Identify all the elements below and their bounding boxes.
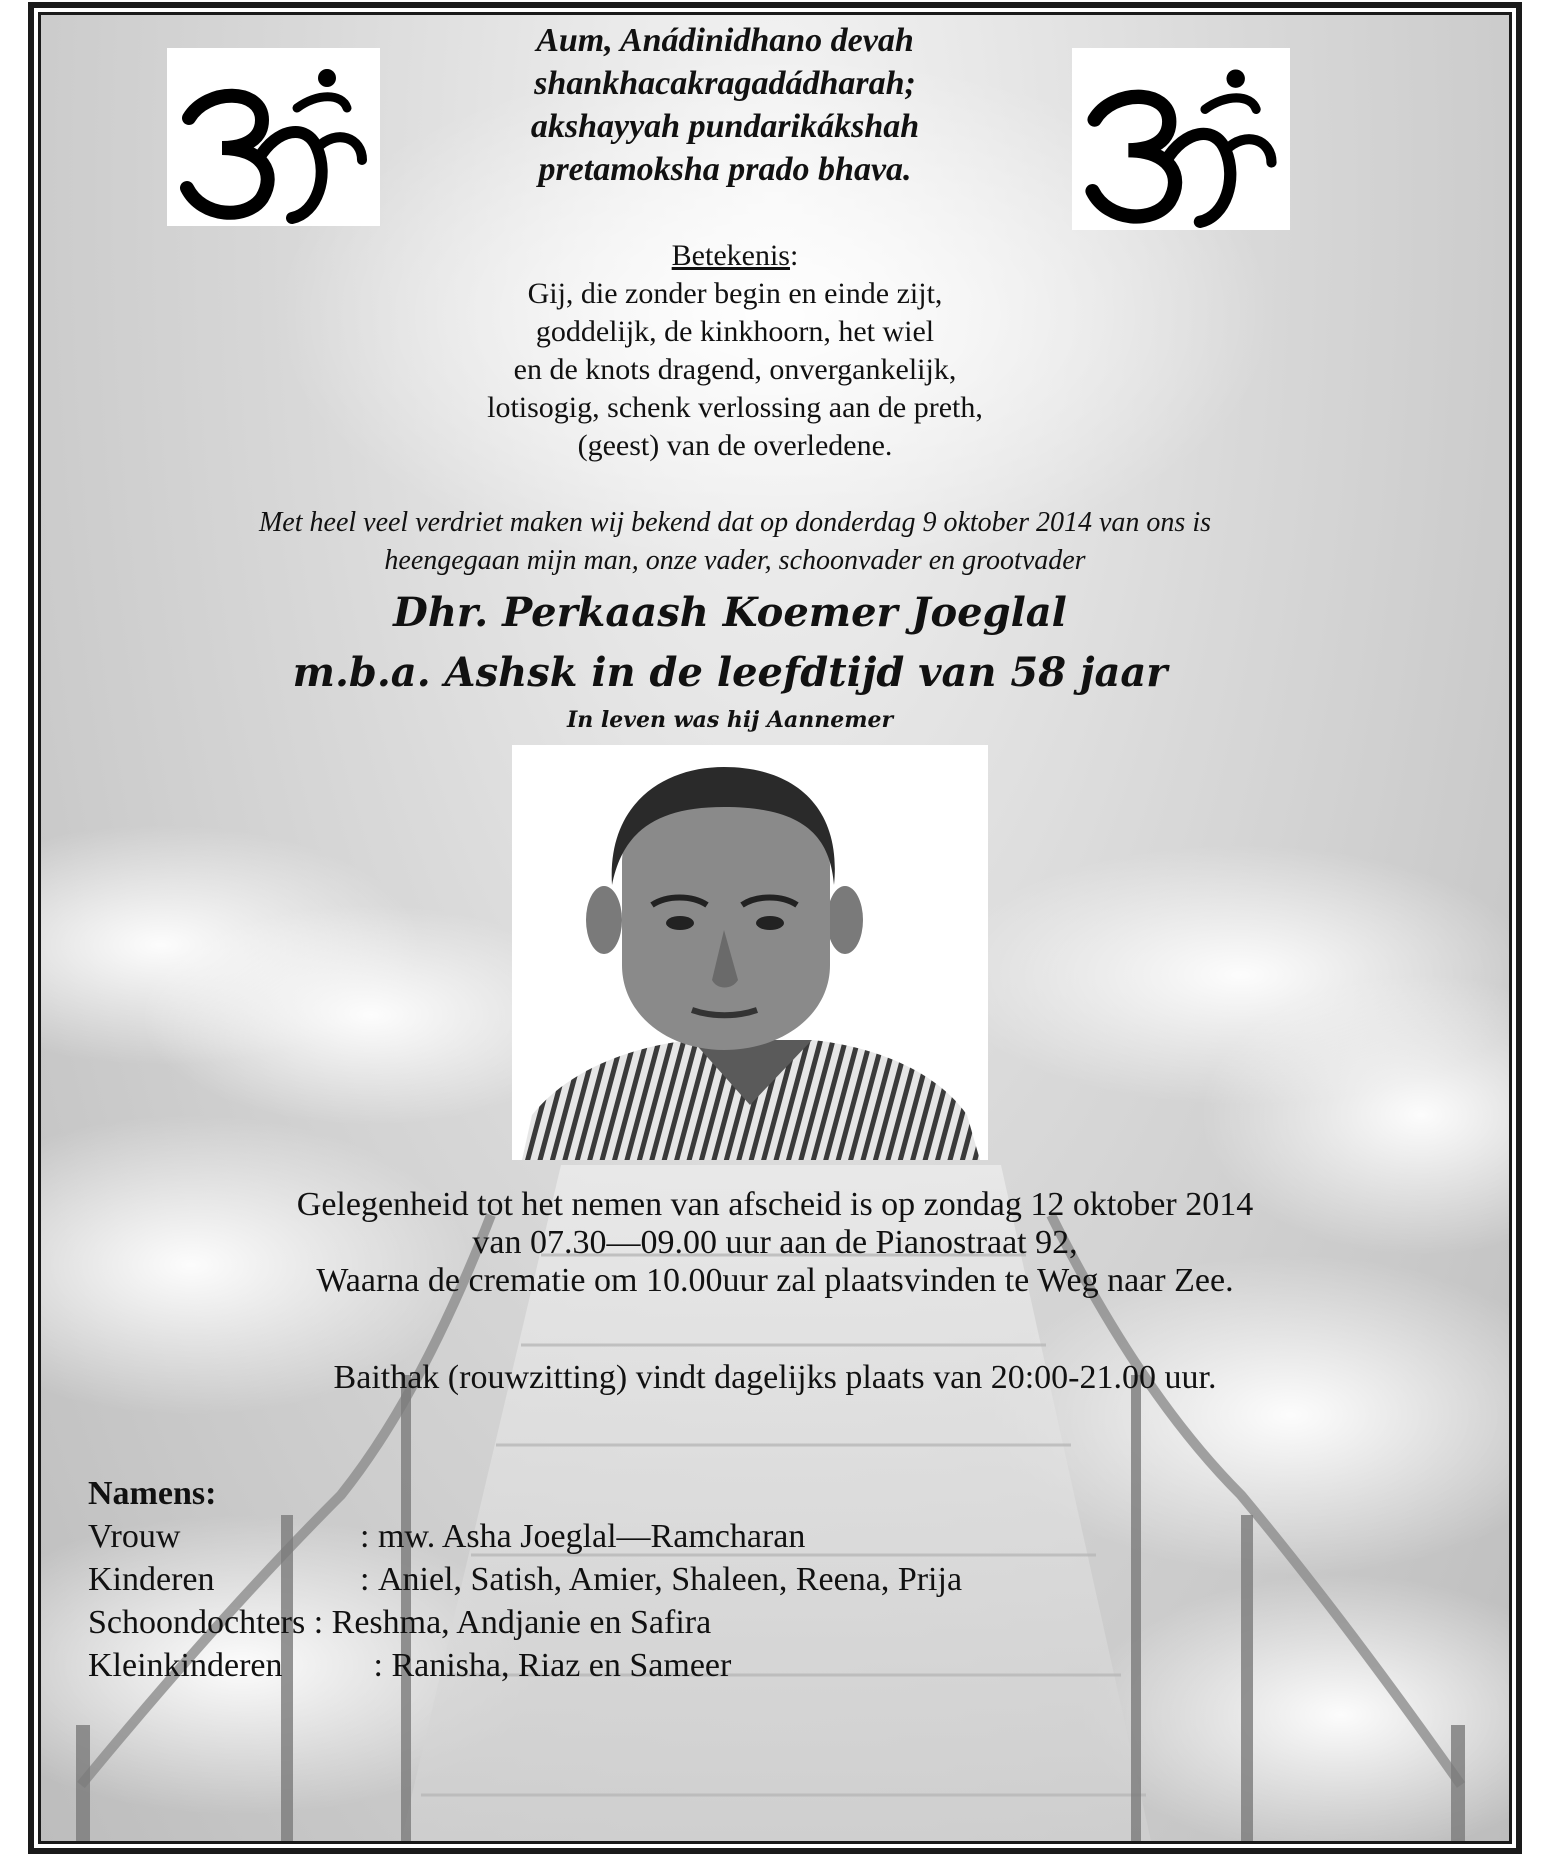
announcement xyxy=(0,504,1510,580)
portrait-photo xyxy=(512,745,988,1160)
family-row-label: Kinderen xyxy=(88,1561,215,1598)
deceased-occupation: In leven was hij Aannemer xyxy=(566,707,894,733)
farewell-line: Gelegenheid tot het nemen van afscheid is op zondag 12 oktober 2014 xyxy=(296,1186,1254,1223)
baithak-info: Baithak (rouwzitting) vindt dagelijks plaats van 20:00-21.00 uur. xyxy=(333,1359,1217,1396)
farewell-line: van 07.30—09.00 uur aan de Pianostraat 92, xyxy=(472,1224,1078,1261)
meaning-line: Gij, die zonder begin en einde zijt, xyxy=(527,277,943,310)
deceased-name: Dhr. Perkaash Koemer Joeglal xyxy=(393,589,1067,636)
family-row-separator: : xyxy=(348,1647,392,1684)
family-row-value: Aniel, Satish, Amier, Shaleen, Reena, Prija xyxy=(377,1561,963,1598)
meaning-line: goddelijk, de kinkhoorn, het wiel xyxy=(535,315,935,348)
family-row xyxy=(88,1601,962,1644)
meaning-heading: Betekenis: xyxy=(671,239,799,272)
family-row-value: mw. Asha Joeglal—Ramcharan xyxy=(377,1518,806,1555)
announcement-line: Met heel veel verdriet maken wij bekend dat op donderdag 9 oktober 2014 van ons is xyxy=(258,507,1211,538)
meaning-line: en de knots dragend, onvergankelijk, xyxy=(513,353,957,386)
meaning-line: (geest) van de overledene. xyxy=(577,429,893,462)
namens-block xyxy=(88,1472,962,1687)
announcement-line: heengegaan mijn man, onze vader, schoonvader en grootvader xyxy=(384,545,1086,576)
family-row-separator: : xyxy=(360,1561,378,1598)
namens-title: Namens: xyxy=(88,1475,217,1512)
family-row-value: Reshma, Andjanie en Safira xyxy=(331,1604,712,1641)
family-row-label: Schoondochters xyxy=(88,1604,306,1641)
mantra-block xyxy=(0,19,1500,191)
family-row-label: Vrouw xyxy=(88,1518,181,1555)
farewell-line: Waarna de crematie om 10.00uur zal plaatsvinden te Weg naar Zee. xyxy=(316,1262,1234,1299)
family-row xyxy=(88,1558,962,1601)
mantra-line: shankhacakragadádharah; xyxy=(534,65,916,102)
family-row-separator: : xyxy=(305,1604,332,1641)
meaning-block xyxy=(0,237,1510,465)
family-row-label: Kleinkinderen xyxy=(88,1647,283,1684)
meaning-line: lotisogig, schenk verlossing aan de preth, xyxy=(487,391,983,424)
mantra-line: pretamoksha prado bhava. xyxy=(538,151,912,188)
farewell-info xyxy=(0,1186,1550,1300)
family-row-value: Ranisha, Riaz en Sameer xyxy=(391,1647,732,1684)
mantra-line: akshayyah pundarikákshah xyxy=(530,108,920,145)
family-row xyxy=(88,1515,962,1558)
family-row-separator: : xyxy=(360,1518,378,1555)
family-row xyxy=(88,1644,962,1687)
deceased-alias-age: m.b.a. Ashsk in de leefdtijd van 58 jaar xyxy=(292,649,1168,696)
mantra-line: Aum, Anádinidhano devah xyxy=(536,22,914,59)
